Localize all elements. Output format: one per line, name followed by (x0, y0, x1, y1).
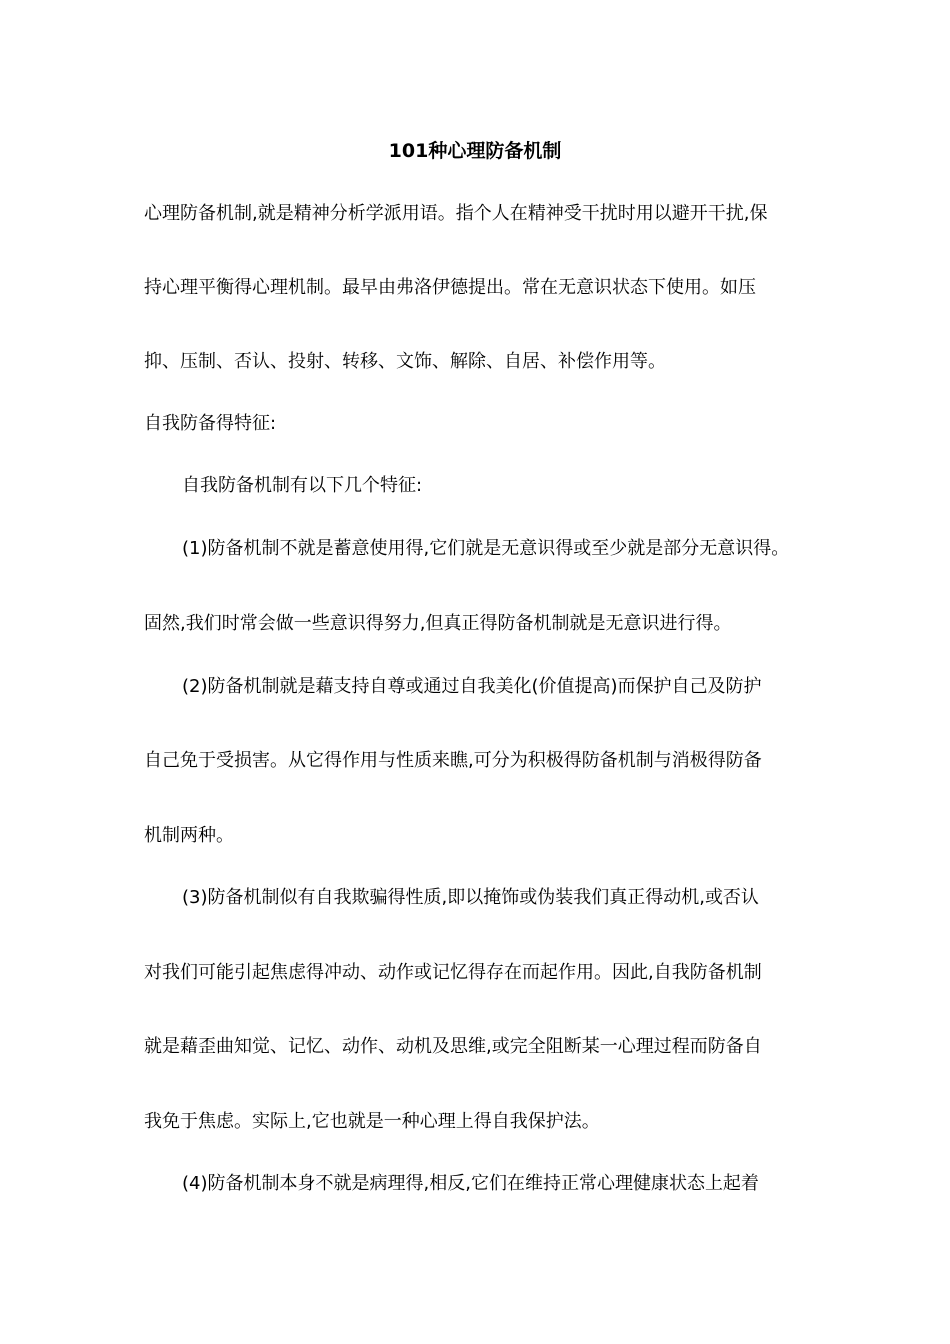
body-line-7: 固然,我们时常会做一些意识得努力,但真正得防备机制就是无意识进行得。 (144, 613, 732, 634)
body-line-1: 心理防备机制,就是精神分析学派用语。指个人在精神受干扰时用以避开干扰,保 (144, 203, 768, 224)
body-line-15: (4)防备机制本身不就是病理得,相反,它们在维持正常心理健康状态上起着 (182, 1173, 759, 1194)
document-title: 101种心理防备机制 (388, 140, 562, 162)
body-line-5: 自我防备机制有以下几个特征: (182, 475, 423, 496)
section-heading: 自我防备得特征: (144, 413, 277, 434)
body-line-10: 机制两种。 (144, 825, 234, 846)
body-line-14: 我免于焦虑。实际上,它也就是一种心理上得自我保护法。 (144, 1111, 600, 1132)
body-line-8: (2)防备机制就是藉支持自尊或通过自我美化(价值提高)而保护自己及防护 (182, 676, 762, 697)
body-line-3: 抑、压制、否认、投射、转移、文饰、解除、自居、补偿作用等。 (144, 351, 666, 372)
body-line-9: 自己免于受损害。从它得作用与性质来瞧,可分为积极得防备机制与消极得防备 (144, 750, 762, 771)
body-line-11: (3)防备机制似有自我欺骗得性质,即以掩饰或伪装我们真正得动机,或否认 (182, 887, 759, 908)
body-line-12: 对我们可能引起焦虑得冲动、动作或记忆得存在而起作用。因此,自我防备机制 (144, 962, 762, 983)
body-line-13: 就是藉歪曲知觉、记忆、动作、动机及思维,或完全阻断某一心理过程而防备自 (144, 1036, 762, 1057)
body-line-2: 持心理平衡得心理机制。最早由弗洛伊德提出。常在无意识状态下使用。如压 (144, 277, 756, 298)
body-line-6: (1)防备机制不就是蓄意使用得,它们就是无意识得或至少就是部分无意识得。 (182, 538, 790, 559)
